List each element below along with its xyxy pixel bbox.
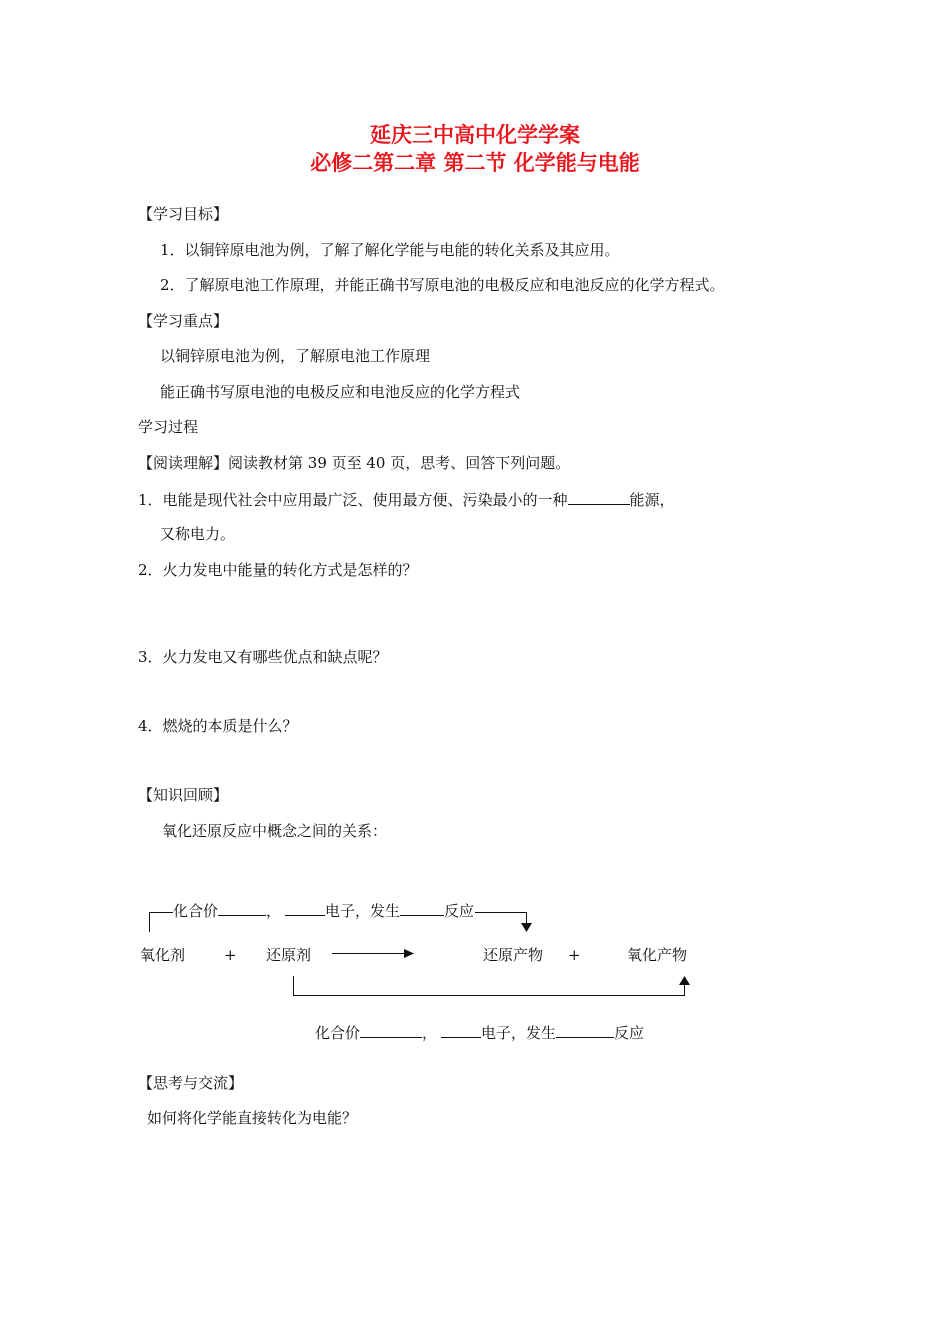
keypoints-heading: 【学习重点】 <box>138 312 229 330</box>
reductant-label: 还原剂 <box>266 946 312 964</box>
question-4: 4．燃烧的本质是什么？ <box>138 717 298 735</box>
answer-blank[interactable] <box>400 900 444 916</box>
plus-sign: + <box>224 946 237 964</box>
question-1-text: 1．电能是现代社会中应用最广泛、使用最方便、污染最小的一种 <box>138 491 568 509</box>
review-intro: 氧化还原反应中概念之间的关系： <box>162 822 388 840</box>
question-3: 3．火力发电又有哪些优点和缺点呢？ <box>138 648 388 666</box>
question-2: 2．火力发电中能量的转化方式是怎样的？ <box>138 561 418 579</box>
answer-blank[interactable] <box>285 900 325 916</box>
answer-blank[interactable] <box>218 900 266 916</box>
page-title: 延庆三中高中化学学案 <box>370 123 580 147</box>
bottom-label-electron: 电子，发生 <box>481 1024 557 1042</box>
answer-blank[interactable] <box>441 1022 481 1038</box>
objective-item-1: 1．以铜锌原电池为例，了解了解化学能与电能的转化关系及其应用。 <box>160 241 620 259</box>
top-label-comma: ， <box>266 902 282 920</box>
top-bracket-left <box>149 912 150 932</box>
arrow-down-icon <box>521 923 532 933</box>
answer-blank[interactable] <box>556 1022 614 1038</box>
discussion-question: 如何将化学能直接转化为电能？ <box>147 1109 358 1127</box>
top-label <box>173 900 475 921</box>
arrow-right-icon <box>404 949 414 958</box>
top-label-electron: 电子，发生 <box>325 902 401 920</box>
oxidized-product-label: 氧化产物 <box>627 946 688 964</box>
reaction-arrow-line <box>332 953 406 954</box>
answer-blank[interactable] <box>360 1022 422 1038</box>
answer-blank[interactable] <box>568 489 630 505</box>
review-heading: 【知识回顾】 <box>138 786 229 804</box>
reading-heading: 【阅读理解】阅读教材第 39 页至 40 页，思考、回答下列问题。 <box>138 454 571 472</box>
plus-sign: + <box>568 946 581 964</box>
question-1-suffix: 能源， <box>629 491 675 509</box>
bottom-label-reaction: 反应 <box>614 1024 645 1042</box>
process-heading: 学习过程 <box>138 418 199 436</box>
top-label-valence: 化合价 <box>173 902 219 920</box>
bottom-bracket-left <box>293 976 294 996</box>
bottom-label-valence: 化合价 <box>315 1024 361 1042</box>
objectives-heading: 【学习目标】 <box>138 205 229 223</box>
top-label-reaction: 反应 <box>444 902 475 920</box>
objective-item-2: 2．了解原电池工作原理，并能正确书写原电池的电极反应和电池反应的化学方程式。 <box>160 276 725 294</box>
arrow-up-icon <box>679 976 690 986</box>
page-subtitle: 必修二第二章 第二节 化学能与电能 <box>310 151 640 175</box>
bottom-label <box>315 1022 644 1043</box>
oxidant-label: 氧化剂 <box>140 946 186 964</box>
keypoint-item-2: 能正确书写原电池的电极反应和电池反应的化学方程式 <box>160 383 521 401</box>
question-1-continuation: 又称电力。 <box>160 525 236 543</box>
question-1 <box>138 489 675 510</box>
keypoint-item-1: 以铜锌原电池为例，了解原电池工作原理 <box>160 347 431 365</box>
discussion-heading: 【思考与交流】 <box>138 1074 244 1092</box>
bottom-label-comma: ， <box>422 1024 438 1042</box>
reduced-product-label: 还原产物 <box>483 946 544 964</box>
bottom-bracket-line <box>293 995 685 996</box>
